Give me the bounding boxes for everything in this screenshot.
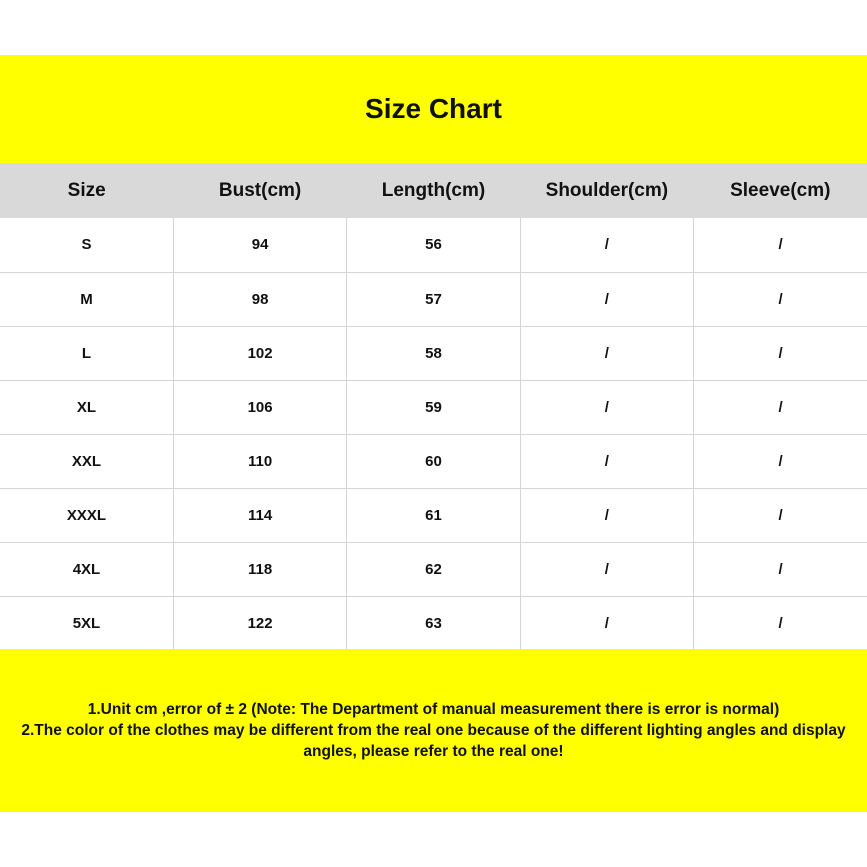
cell-size: XXL [71,452,102,470]
cell-length: 62 [347,542,520,596]
table-row [0,488,867,542]
cell-bust: 118 [173,542,346,596]
cell-length: 59 [347,380,520,434]
cell-length: 61 [347,488,520,542]
table-row [0,434,867,488]
cell-shoulder: / [520,380,693,434]
cell-sleeve: / [694,596,867,650]
cell-size: M [80,290,93,308]
cell-shoulder: / [520,596,693,650]
cell-size: 5XL [72,614,101,632]
table-row [0,542,867,596]
cell-length: 60 [347,434,520,488]
cell-size: XL [76,398,97,416]
header-length: Length(cm) [381,179,486,201]
header-size: Size [67,179,106,201]
cell-shoulder: / [520,218,693,272]
cell-sleeve: / [694,488,867,542]
cell-size: 4XL [72,560,101,578]
cell-sleeve: / [694,380,867,434]
cell-sleeve: / [694,542,867,596]
cell-length: 57 [347,272,520,326]
cell-shoulder: / [520,434,693,488]
cell-size: L [81,344,92,362]
cell-shoulder: / [520,488,693,542]
cell-bust: 102 [173,326,346,380]
cell-size: XXXL [66,506,107,524]
title-band [0,55,867,163]
size-table [0,163,867,650]
cell-shoulder: / [520,272,693,326]
cell-bust: 114 [173,488,346,542]
table-row [0,272,867,326]
table-header-row [0,163,867,218]
cell-length: 63 [347,596,520,650]
cell-bust: 98 [173,272,346,326]
header-shoulder: Shoulder(cm) [545,179,669,201]
table-row [0,218,867,272]
table-row [0,380,867,434]
table-row [0,326,867,380]
cell-sleeve: / [694,326,867,380]
cell-bust: 110 [173,434,346,488]
cell-shoulder: / [520,542,693,596]
header-bust: Bust(cm) [218,179,302,201]
cell-bust: 94 [173,218,346,272]
table-row [0,596,867,650]
notes-band [0,649,867,812]
cell-length: 58 [347,326,520,380]
cell-bust: 106 [173,380,346,434]
note-color: 2.The color of the clothes may be different from the real one because of the different lighting angles and display angles, please refer to the real one! [21,722,846,760]
cell-sleeve: / [694,272,867,326]
cell-length: 56 [347,218,520,272]
cell-sleeve: / [694,218,867,272]
page-title: Size Chart [365,93,502,124]
note-unit: 1.Unit cm ,error of ± 2 (Note: The Department of manual measurement there is error is normal) [87,701,780,718]
cell-size: S [81,236,92,254]
cell-sleeve: / [694,434,867,488]
cell-shoulder: / [520,326,693,380]
header-sleeve: Sleeve(cm) [730,179,831,201]
cell-bust: 122 [173,596,346,650]
